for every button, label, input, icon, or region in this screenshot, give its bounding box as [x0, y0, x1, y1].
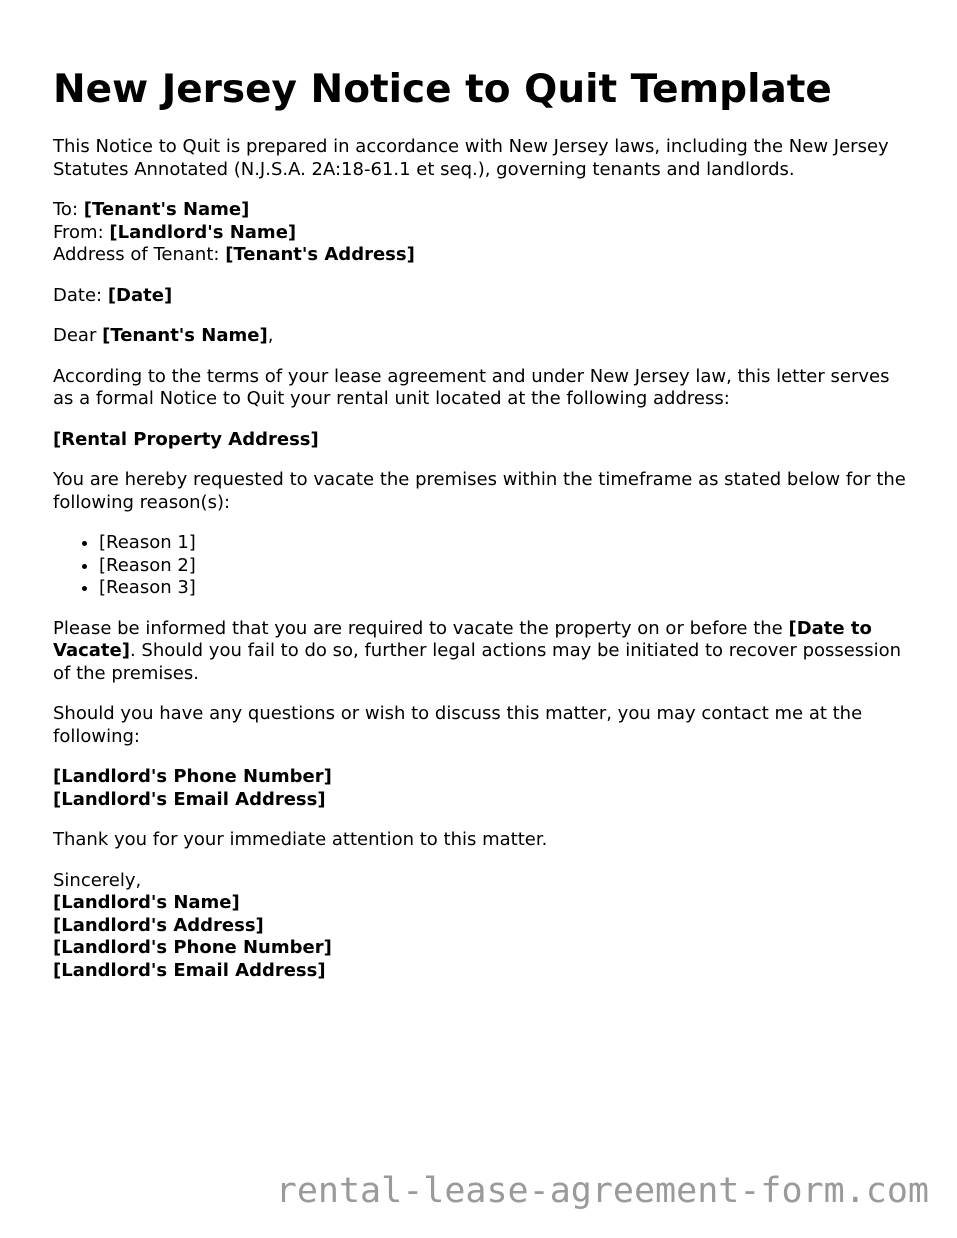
to-label: To:: [53, 199, 84, 220]
date-value: [Date]: [107, 284, 173, 306]
salutation-suffix: ,: [267, 325, 274, 346]
lease-paragraph: According to the terms of your lease agreement and under New Jersey law, this letter serves as a formal Notice to Quit your rental unit located at the following address:: [53, 365, 890, 409]
salutation: [53, 325, 913, 348]
list-item: • [Reason 1]: [99, 532, 913, 555]
vacate-date: [Date to Vacate]: [53, 617, 872, 661]
from-value: [Landlord's Name]: [109, 221, 297, 243]
property-address-line: [53, 429, 913, 452]
property-address: [Rental Property Address]: [53, 428, 319, 450]
document-title: New Jersey Notice to Quit Template: [53, 67, 832, 112]
vacate-paragraph: [53, 618, 913, 686]
list-item: • [Reason 2]: [99, 555, 913, 578]
contact-block: [53, 766, 913, 811]
tenant-address-label: Address of Tenant:: [53, 244, 226, 265]
tenant-address-value: [Tenant's Address]: [225, 244, 415, 265]
closing-email: [Landlord's Email Address]: [53, 959, 326, 981]
contact-intro: Should you have any questions or wish to discuss this matter, you may contact me at the following:: [53, 703, 863, 747]
from-label: From:: [53, 221, 110, 243]
reasons-intro: You are hereby requested to vacate the premises within the timeframe as stated below for the following reason(s):: [53, 469, 906, 513]
contact-phone: [Landlord's Phone Number]: [53, 766, 332, 787]
document-page: [53, 66, 913, 1000]
closing-phone: [Landlord's Phone Number]: [53, 937, 332, 958]
closing-block: [53, 870, 913, 983]
closing-address: [Landlord's Address]: [53, 914, 264, 936]
sign-off: Sincerely,: [53, 869, 142, 891]
to-value: [Tenant's Name]: [83, 199, 250, 220]
contact-email: [Landlord's Email Address]: [53, 788, 326, 810]
reasons-list: [53, 532, 913, 600]
thanks-line: Thank you for your immediate attention to this matter.: [53, 829, 548, 850]
salutation-name: [Tenant's Name]: [102, 325, 268, 346]
vacate-text-before: Please be informed that you are required to vacate the property on or before the: [53, 617, 789, 639]
date-line: [53, 285, 913, 308]
header-block: [53, 199, 913, 267]
closing-name: [Landlord's Name]: [53, 892, 240, 913]
date-label: Date:: [53, 284, 108, 306]
salutation-prefix: Dear: [53, 325, 103, 346]
list-item: • [Reason 3]: [99, 577, 913, 600]
vacate-text-after: . Should you fail to do so, further legal actions may be initiated to recover possession of the premises.: [53, 640, 902, 684]
intro-paragraph: This Notice to Quit is prepared in accordance with New Jersey laws, including the New Jersey Statutes Annotated (N.J.S.A. 2A:18-61.1 et seq.), governing tenants and landlords.: [53, 136, 889, 180]
watermark-text: rental-lease-agreement-form.com: [275, 1171, 929, 1211]
